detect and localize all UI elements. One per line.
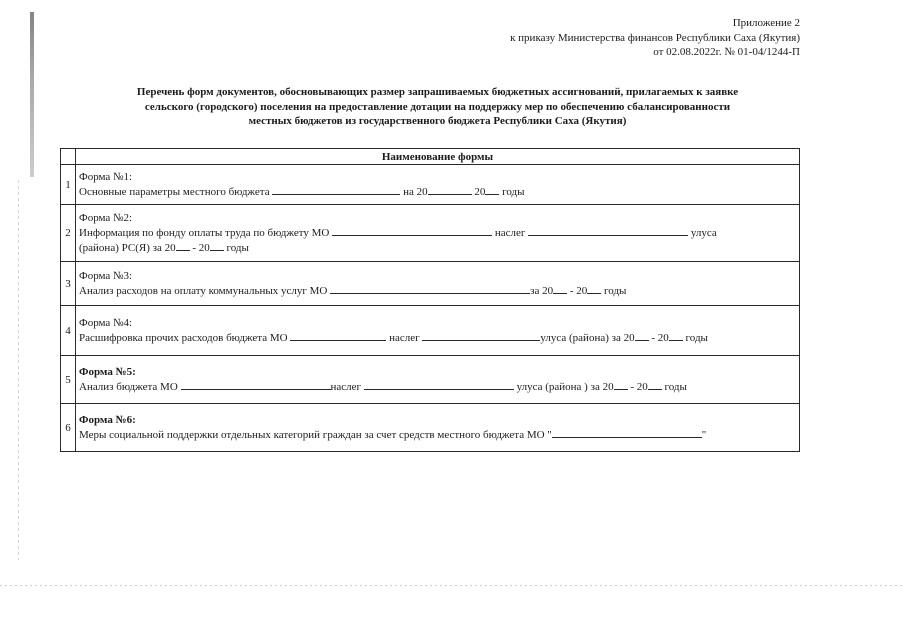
forms-table — [60, 148, 800, 452]
table-row — [61, 205, 800, 262]
form-label: Форма №6: — [79, 413, 136, 426]
blank-field — [485, 185, 499, 195]
row-number: 4 — [61, 306, 76, 356]
header-num-cell — [61, 149, 76, 165]
blank-field — [635, 331, 649, 341]
form-description: Расшифровка прочих расходов бюджета МО наслег улуса (района) за 20 - 20 годы — [79, 331, 708, 344]
row-number: 6 — [61, 404, 76, 452]
table-header-row — [61, 149, 800, 165]
title-line-2: сельского (городского) поселения на предоставление дотации на поддержку мер по обеспечению сбалансированности — [144, 100, 731, 113]
header-name-cell: Наименование формы — [76, 149, 800, 165]
blank-field — [332, 226, 492, 236]
form-label: Форма №4: — [79, 316, 133, 329]
title-line-3: местных бюджетов из государственного бюджета Республики Саха (Якутия) — [248, 115, 627, 127]
scan-edge-dots — [18, 180, 19, 560]
blank-field — [669, 331, 683, 341]
table-row — [61, 165, 800, 205]
blank-field — [210, 241, 224, 251]
blank-field — [553, 284, 567, 294]
form-cell — [76, 262, 800, 306]
appendix-number: Приложение 2 — [732, 17, 800, 29]
form-cell — [76, 404, 800, 452]
row-number: 3 — [61, 262, 76, 306]
blank-field — [176, 241, 190, 251]
form-label: Форма №1: — [79, 170, 133, 183]
blank-field — [552, 428, 702, 438]
scan-bottom-edge — [0, 585, 905, 586]
form-description: Основные параметры местного бюджета на 20 20 годы — [79, 185, 525, 198]
blank-field — [181, 380, 331, 390]
table-row — [61, 262, 800, 306]
appendix-header — [510, 16, 800, 60]
blank-field — [364, 380, 514, 390]
blank-field — [587, 284, 601, 294]
blank-field — [428, 185, 472, 195]
table-row — [61, 306, 800, 356]
blank-field — [614, 380, 628, 390]
form-description: Меры социальной поддержки отдельных категорий граждан за счет средств местного бюджета МО " " — [79, 428, 707, 441]
scan-edge-shadow — [30, 12, 34, 177]
appendix-date: от 02.08.2022г. № 01-04/1244-П — [653, 46, 800, 58]
row-number: 1 — [61, 165, 76, 205]
form-description-cont: (района) РС(Я) за 20 - 20 годы — [79, 241, 249, 254]
form-label: Форма №5: — [79, 365, 136, 378]
table-row — [61, 356, 800, 404]
row-number: 2 — [61, 205, 76, 262]
row-number: 5 — [61, 356, 76, 404]
blank-field — [290, 331, 386, 341]
form-label: Форма №3: — [79, 269, 133, 282]
blank-field — [422, 331, 540, 341]
blank-field — [528, 226, 688, 236]
blank-field — [648, 380, 662, 390]
title-line-1: Перечень форм документов, обосновывающих размер запрашиваемых бюджетных ассигнований, прилагаемых к заявке — [136, 86, 739, 98]
form-cell — [76, 165, 800, 205]
blank-field — [272, 185, 400, 195]
blank-field — [330, 284, 530, 294]
appendix-order: к приказу Министерства финансов Республики Саха (Якутия) — [510, 31, 800, 44]
form-description: Анализ бюджета МО наслег улуса (района ) за 20 - 20 годы — [79, 380, 687, 393]
table-row — [61, 404, 800, 452]
form-cell — [76, 205, 800, 262]
form-description: Информация по фонду оплаты труда по бюджету МО наслег улуса — [79, 226, 717, 239]
document-title — [75, 85, 800, 129]
form-cell — [76, 356, 800, 404]
form-label: Форма №2: — [79, 211, 133, 224]
form-cell — [76, 306, 800, 356]
form-description: Анализ расходов на оплату коммунальных услуг МО за 20 - 20 годы — [79, 284, 627, 297]
